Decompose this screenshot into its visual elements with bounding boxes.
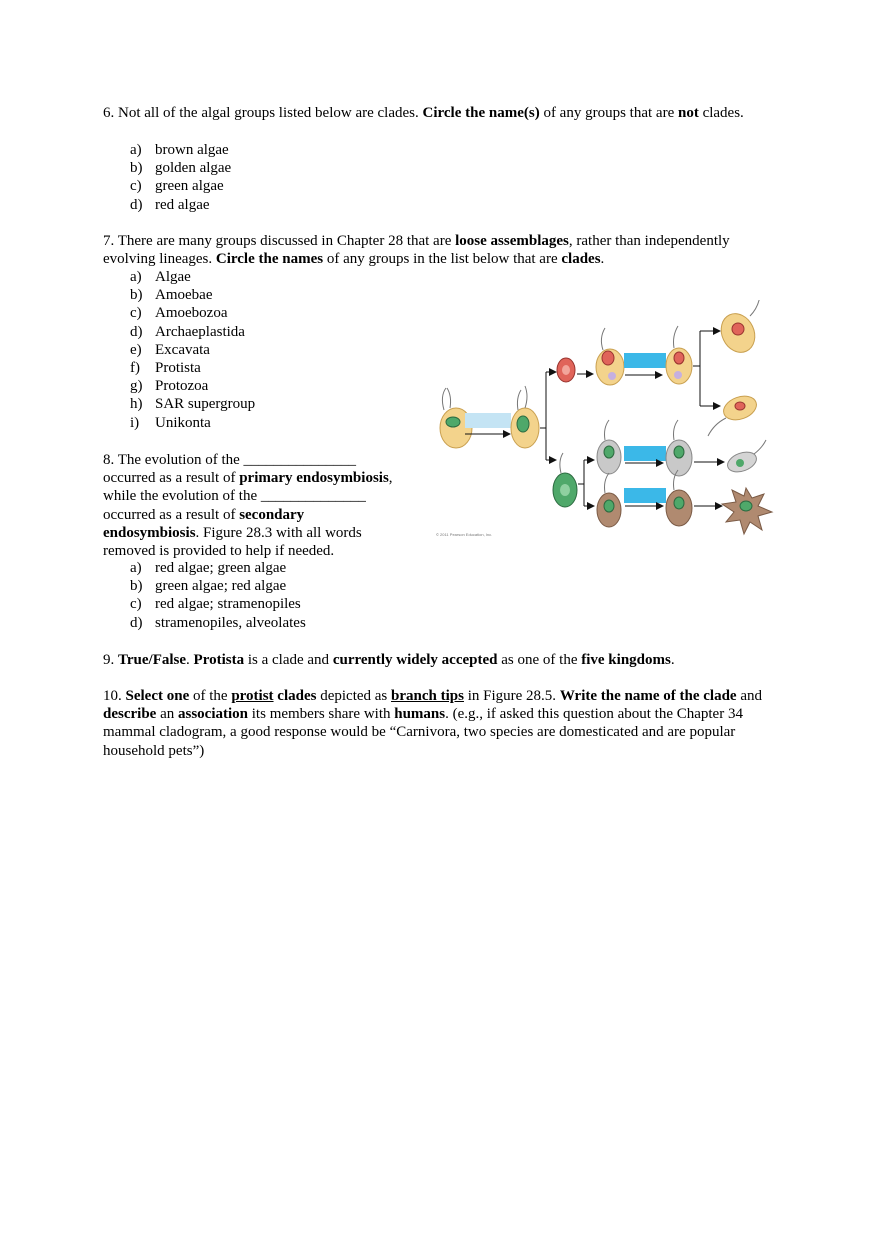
tip-cell-red-1 — [715, 300, 761, 358]
question-7: 7. There are many groups discussed in Chapter 28 that are loose assemblages, rather than independently evolving lineages. Circle the names of any groups in the list below that are clades. — [103, 233, 730, 268]
label-box — [624, 488, 666, 503]
endosymbiosis-figure — [428, 300, 788, 545]
list-item: c) red algae; stramenopiles — [130, 596, 301, 613]
question-6: 6. Not all of the algal groups listed below are clades. Circle the name(s) of any groups that are not clades. — [103, 105, 744, 121]
list-item: d) Archaeplastida — [130, 323, 245, 340]
host-with-red-alga — [596, 328, 624, 385]
list-item: d) stramenopiles, alveolates — [130, 614, 306, 631]
tip-cell-red-2 — [708, 392, 760, 436]
list-item: b) Amoebae — [130, 287, 213, 304]
question-8-options — [130, 559, 306, 632]
label-box — [465, 413, 511, 428]
list-item: a) Algae — [130, 269, 191, 285]
red-alga-cell — [557, 358, 575, 382]
question-6-options — [130, 141, 231, 214]
list-item: a) red algae; green algae — [130, 560, 287, 576]
question-9: 9. True/False. Protista is a clade and currently widely accepted as one of the five kingdoms. — [103, 652, 675, 668]
list-item: h) SAR supergroup — [130, 396, 256, 413]
list-item: b) green algae; red algae — [130, 578, 287, 595]
secondary-red-cell — [666, 326, 692, 384]
tip-cell-green — [725, 440, 766, 476]
secondary-green-cell-2 — [666, 470, 692, 526]
question-8: 8. The evolution of the _______________ occurred as a result of primary endosymbiosis, while the evolution of the ______________ occurred as a result of secondary endosymbiosis. Figure 28.3 with all words removed is provided to help if needed. — [103, 452, 393, 560]
question-10: 10. Select one of the protist clades depicted as branch tips in Figure 28.5. Write the name of the clade and describe an association its members share with humans. (e.g., if asked this question about the Chapter 34 mammal cladogram, a good response would be “Carnivora, two species are domesticated and are popular household pets”) — [103, 688, 762, 759]
host-with-green-alga-2 — [597, 473, 621, 527]
tip-cell-amoeboid — [722, 488, 772, 534]
label-box — [624, 353, 666, 368]
list-item: g) Protozoa — [130, 378, 209, 395]
figure-credit: © 2011 Pearson Education, Inc. — [436, 532, 493, 537]
list-item: i) Unikonta — [130, 414, 211, 431]
list-item: f) Protista — [130, 359, 201, 376]
list-item: b) golden algae — [130, 160, 232, 177]
list-item: a) brown algae — [130, 142, 229, 158]
green-alga-cell — [553, 453, 577, 507]
question-7-options — [130, 268, 255, 432]
list-item: e) Excavata — [130, 341, 210, 358]
list-item: d) red algae — [130, 196, 210, 213]
host-with-plastid — [511, 386, 539, 448]
secondary-green-cell-1 — [666, 420, 692, 476]
list-item: c) Amoebozoa — [130, 305, 228, 322]
label-box — [624, 446, 666, 461]
list-item: c) green algae — [130, 178, 224, 195]
host-with-green-alga-1 — [597, 420, 621, 474]
